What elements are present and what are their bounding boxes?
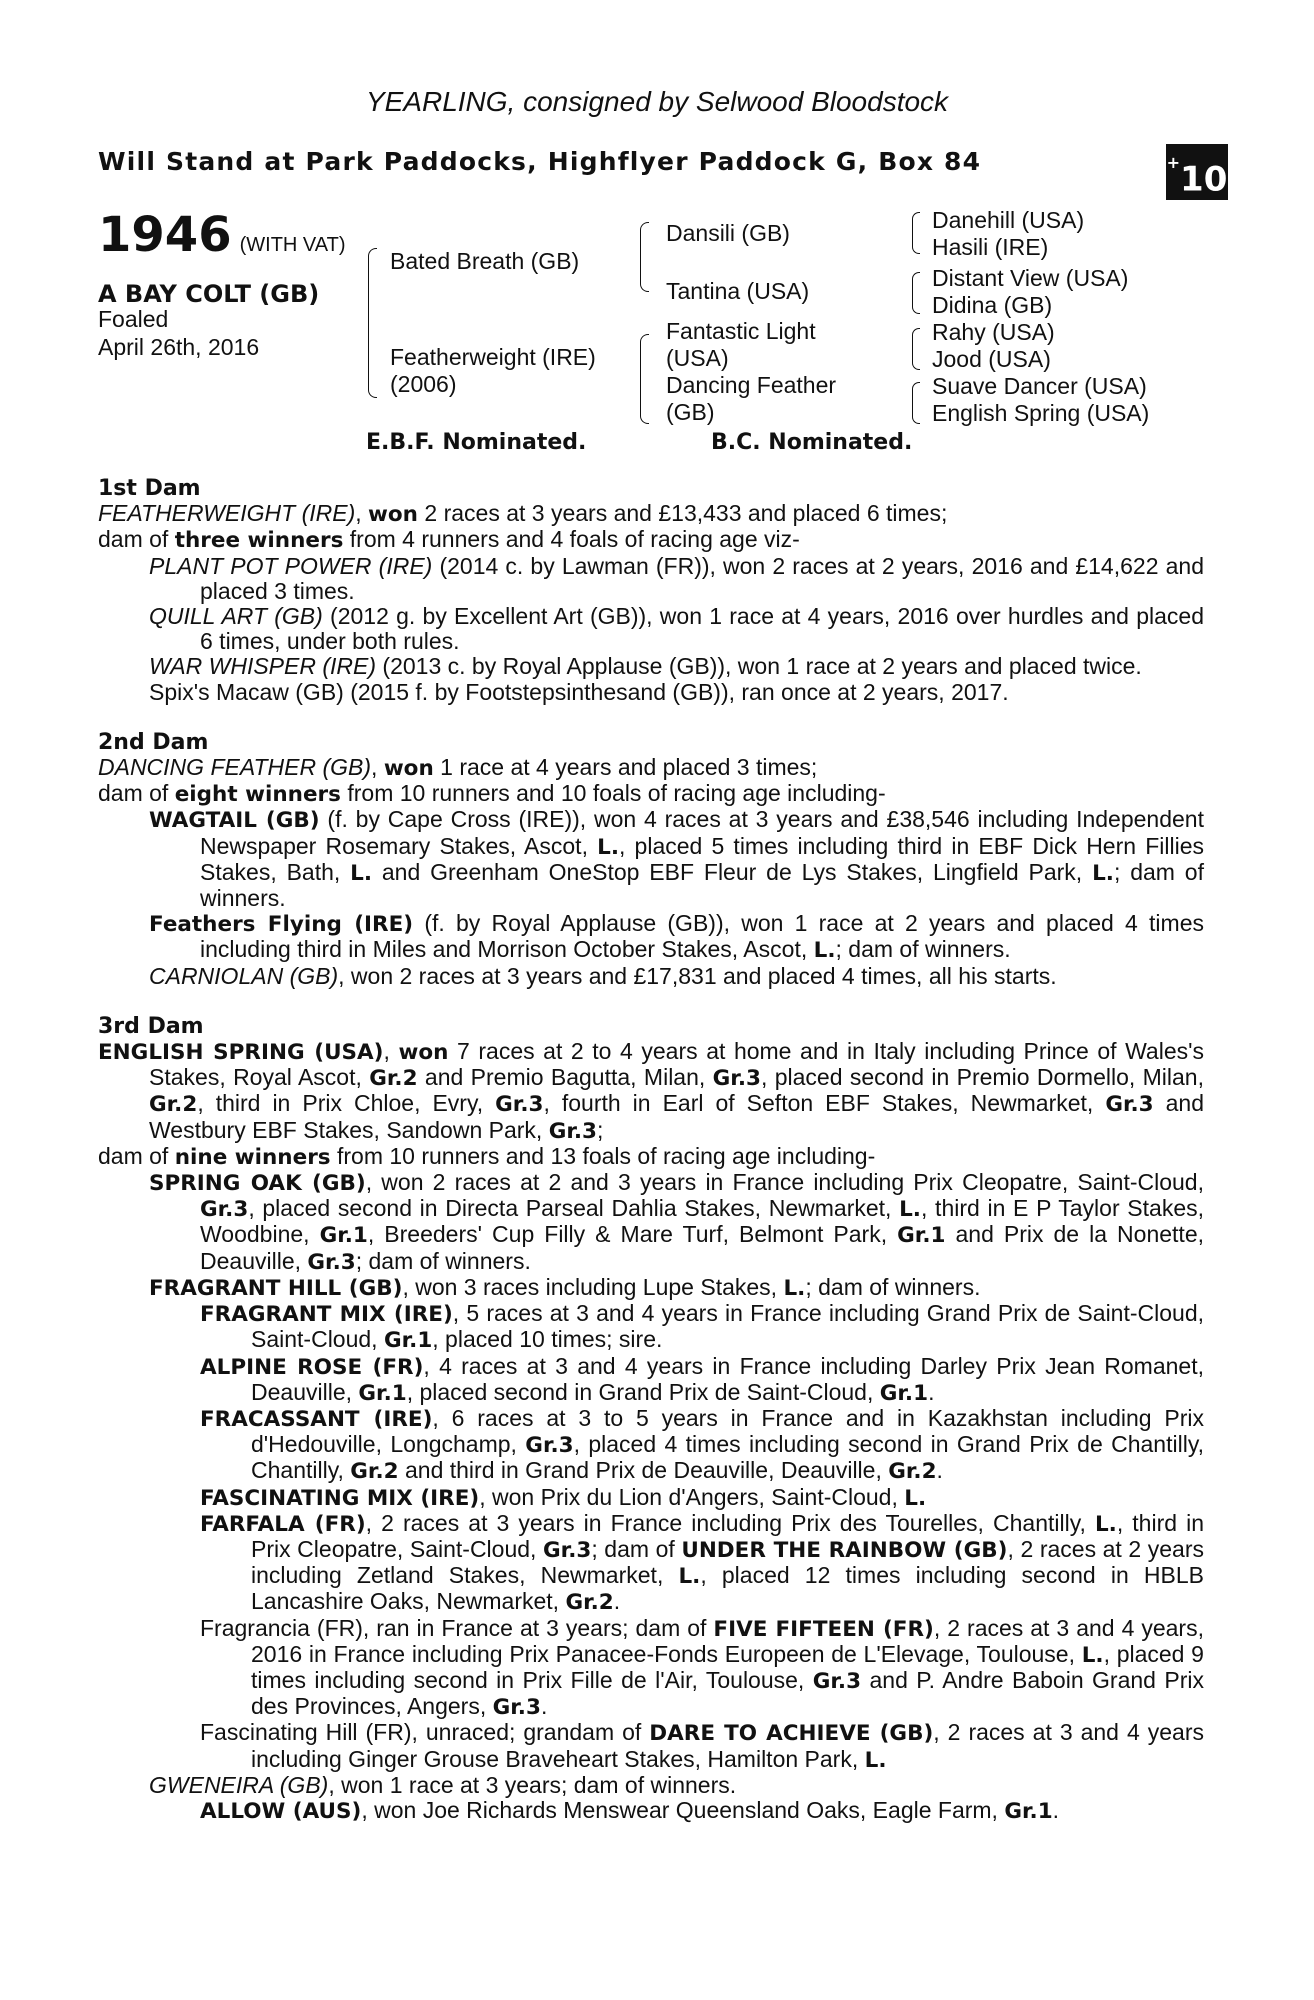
page-badge bbox=[1166, 144, 1228, 200]
grade: Gr.3 bbox=[495, 1092, 544, 1118]
grade: Gr.2 bbox=[888, 1459, 937, 1485]
text: and Prix de la Nonette, Deauville, bbox=[200, 1221, 1205, 1274]
grade: Gr.1 bbox=[1004, 1798, 1053, 1824]
third-dam-title: 3rd Dam bbox=[98, 1013, 204, 1039]
grade: Gr.1 bbox=[879, 1380, 929, 1406]
produce-name: FARFALA (FR) bbox=[200, 1511, 366, 1537]
produce-name: WAGTAIL (GB) bbox=[149, 808, 320, 834]
grade: L. bbox=[1092, 860, 1114, 886]
grade: Gr.2 bbox=[350, 1459, 399, 1485]
catalogue-body bbox=[98, 476, 1204, 1824]
text: , bbox=[355, 500, 369, 527]
pedigree-sire-dam: Tantina (USA) bbox=[666, 278, 810, 304]
text: 1 race at 4 years and placed 3 times; bbox=[433, 754, 818, 781]
winners-count: three winners bbox=[174, 528, 344, 554]
grand-produce-entry bbox=[98, 1798, 1204, 1824]
lot-number bbox=[98, 207, 346, 263]
grade: Gr.3 bbox=[543, 1537, 592, 1563]
produce-name: CARNIOLAN (GB) bbox=[149, 962, 339, 989]
text: , 6 races at 3 to 5 years in France and in Kazakhstan including Prix d'Hedouville, Longchamp, bbox=[251, 1404, 1204, 1458]
section-gap bbox=[98, 705, 1204, 730]
first-dam-name: FEATHERWEIGHT (IRE) bbox=[98, 500, 356, 527]
badge-number: 10 bbox=[1180, 159, 1228, 200]
text: , third in E P Taylor Stakes, Woodbine, bbox=[200, 1195, 1205, 1248]
stand-location: Will Stand at Park Paddocks, Highflyer Paddock G, Box 84 bbox=[98, 147, 982, 176]
ebf-nominated: E.B.F. Nominated. bbox=[366, 430, 587, 455]
text: , third in Prix Cleopatre, Saint-Cloud, bbox=[251, 1509, 1204, 1562]
pedigree-dam-dam bbox=[666, 372, 836, 426]
text: (2012 g. by Excellent Art (GB)), won 1 race at 4 years, 2016 over hurdles and placed 6 times, under both rules. bbox=[200, 603, 1204, 655]
pedigree-gen3-3: Distant View (USA) bbox=[932, 265, 1129, 291]
produce-name: UNDER THE RAINBOW (GB) bbox=[681, 1537, 1008, 1563]
pedigree-dam-year: (2006) bbox=[390, 371, 457, 397]
text: . bbox=[1052, 1796, 1060, 1823]
third-dam-record bbox=[98, 1039, 1204, 1144]
pedigree-gen3-1: Danehill (USA) bbox=[932, 207, 1085, 233]
text: , won 2 races at 2 and 3 years in France including Prix Cleopatre, Saint-Cloud, bbox=[365, 1169, 1204, 1196]
grade: Gr.3 bbox=[492, 1695, 541, 1721]
grade: Gr.3 bbox=[307, 1249, 356, 1275]
grand-produce-entry bbox=[98, 1511, 1204, 1616]
produce-name: FRACASSANT (IRE) bbox=[200, 1406, 433, 1432]
text: (2014 c. by Lawman (FR)), won 2 races at 2 years, 2016 and £14,622 and placed 3 times. bbox=[200, 552, 1204, 604]
foaled-info bbox=[98, 305, 259, 361]
text: (f. by Royal Applause (GB)), won 1 race at 2 years and placed 4 times including third in Miles and Morrison October Stakes, Ascot, bbox=[200, 910, 1204, 963]
second-dam-record bbox=[98, 755, 1204, 781]
grade: Gr.3 bbox=[525, 1433, 574, 1459]
text: from 10 runners and 10 foals of racing age including- bbox=[340, 780, 886, 807]
winners-count: nine winners bbox=[174, 1144, 331, 1170]
pedigree-sire: Bated Breath (GB) bbox=[390, 248, 580, 274]
pedigree-dam bbox=[390, 344, 596, 398]
text: , 5 races at 3 and 4 years in France including Grand Prix de Saint-Cloud, Saint-Cloud, bbox=[251, 1300, 1204, 1353]
first-dam-record bbox=[98, 501, 1204, 527]
text: , bbox=[383, 1038, 399, 1065]
pedigree-dam-dam-line1: Dancing Feather bbox=[666, 372, 837, 398]
produce-name: PLANT POT POWER (IRE) bbox=[149, 552, 433, 579]
brace-ss bbox=[912, 212, 920, 254]
text: from 4 runners and 4 foals of racing age viz- bbox=[343, 526, 800, 553]
produce-entry bbox=[98, 1170, 1204, 1275]
foaled-label: Foaled bbox=[98, 306, 169, 332]
badge-plus: + bbox=[1166, 153, 1181, 172]
pedigree-dam-sire bbox=[666, 318, 816, 372]
brace-sire bbox=[640, 222, 649, 292]
pedigree-gen3-4: Didina (GB) bbox=[932, 292, 1053, 318]
produce-name: FRAGRANT HILL (GB) bbox=[149, 1275, 403, 1301]
grade: Gr.1 bbox=[319, 1223, 368, 1249]
won-label: won bbox=[383, 756, 434, 782]
text: ; bbox=[597, 1116, 604, 1143]
second-dam-title: 2nd Dam bbox=[98, 729, 209, 755]
produce-entry bbox=[98, 964, 1204, 989]
grade: Gr.2 bbox=[369, 1066, 418, 1092]
first-dam-title: 1st Dam bbox=[98, 476, 201, 501]
grand-produce-entry bbox=[98, 1616, 1204, 1721]
produce-entry bbox=[98, 654, 1204, 679]
brace-gen1 bbox=[368, 248, 377, 398]
text: from 10 runners and 13 foals of racing age including- bbox=[330, 1142, 876, 1169]
text: , placed 12 times including second in HBLB Lancashire Oaks, Newmarket, bbox=[251, 1562, 1204, 1615]
produce-name: ALLOW (AUS) bbox=[200, 1798, 362, 1824]
grade: L. bbox=[813, 938, 836, 964]
text: , placed second in Premio Dormello, Milan, bbox=[760, 1064, 1204, 1091]
produce-entry bbox=[98, 911, 1204, 963]
text: dam of bbox=[98, 526, 175, 553]
text: . bbox=[936, 1457, 943, 1484]
produce-name: FASCINATING MIX (IRE) bbox=[200, 1485, 480, 1511]
text: , 2 races at 2 years including Zetland Stakes, Newmarket, bbox=[251, 1535, 1204, 1589]
text: , 2 races at 3 and 4 years, 2016 in France including Prix Panacee-Fonds Europeen de L'Elevage, Toulouse, bbox=[251, 1614, 1204, 1667]
produce-name: FIVE FIFTEEN (FR) bbox=[713, 1616, 934, 1642]
text: ; dam of winners. bbox=[835, 936, 1011, 963]
pedigree-gen3-5: Rahy (USA) bbox=[932, 319, 1055, 345]
grade: Gr.1 bbox=[358, 1380, 407, 1406]
text: dam of bbox=[98, 1142, 175, 1169]
grade: Gr.2 bbox=[565, 1590, 614, 1616]
text: and third in Grand Prix de Deauville, Deauville, bbox=[398, 1457, 889, 1484]
produce-name: FRAGRANT MIX (IRE) bbox=[200, 1302, 453, 1328]
text: . bbox=[540, 1693, 548, 1720]
pedigree-gen3-6: Jood (USA) bbox=[932, 346, 1051, 372]
produce-name: QUILL ART (GB) bbox=[149, 603, 323, 630]
text: and Greenham OneStop EBF Fleur de Lys Stakes, Lingfield Park, bbox=[372, 858, 1093, 885]
text: and Premio Bagutta, Milan, bbox=[417, 1064, 713, 1091]
text: , won 1 race at 3 years; dam of winners. bbox=[328, 1771, 737, 1798]
produce-entry bbox=[98, 554, 1204, 604]
grade: L. bbox=[904, 1485, 927, 1511]
bc-nominated: B.C. Nominated. bbox=[711, 430, 913, 455]
grade: Gr.1 bbox=[897, 1223, 946, 1249]
grand-produce-entry bbox=[98, 1354, 1204, 1406]
text: , Breeders' Cup Filly & Mare Turf, Belmont Park, bbox=[367, 1221, 898, 1248]
produce-name: GWENEIRA (GB) bbox=[149, 1771, 329, 1798]
produce-name: Feathers Flying (IRE) bbox=[149, 912, 414, 938]
text: , won Prix du Lion d'Angers, Saint-Cloud, bbox=[479, 1483, 905, 1510]
text: ; dam of winners. bbox=[355, 1247, 531, 1274]
grade: L. bbox=[864, 1747, 887, 1773]
text: , bbox=[371, 754, 384, 781]
third-dam-name: ENGLISH SPRING (USA) bbox=[98, 1040, 384, 1066]
pedigree-dam-dam-line2: (GB) bbox=[666, 399, 715, 425]
text: , placed 5 times including third in EBF Dick Hern Fillies Stakes, Bath, bbox=[200, 832, 1204, 885]
grand-produce-entry bbox=[98, 1406, 1204, 1485]
grand-produce-entry bbox=[98, 1301, 1204, 1353]
text: (f. by Cape Cross (IRE)), won 4 races at 3 years and £38,546 including Independent Newspaper Rosemary Stakes, Ascot, bbox=[200, 806, 1204, 859]
grade: L. bbox=[350, 860, 373, 886]
produce-name: DARE TO ACHIEVE (GB) bbox=[649, 1721, 934, 1747]
brace-dd bbox=[912, 382, 920, 424]
text: (2013 c. by Royal Applause (GB)), won 1 race at 2 years and placed twice. bbox=[376, 653, 1142, 680]
text: , won 2 races at 3 years and £17,831 and placed 4 times, all his starts. bbox=[338, 962, 1057, 989]
horse-name: A BAY COLT (GB) bbox=[98, 280, 320, 308]
text: ; dam of winners. bbox=[805, 1273, 981, 1300]
brace-dam bbox=[640, 334, 649, 424]
text: , fourth in Earl of Sefton EBF Stakes, Newmarket, bbox=[543, 1090, 1106, 1117]
pedigree-dam-sire-line1: Fantastic Light bbox=[666, 318, 816, 344]
third-dam-produce-summary bbox=[98, 1144, 1204, 1170]
grand-produce-entry bbox=[98, 1485, 1204, 1511]
grand-produce-entry bbox=[98, 1720, 1204, 1772]
grade: L. bbox=[783, 1275, 806, 1301]
text: , won 3 races including Lupe Stakes, bbox=[402, 1273, 784, 1300]
grade: Gr.2 bbox=[149, 1092, 198, 1118]
text: dam of bbox=[98, 780, 175, 807]
text: 7 races at 2 to 4 years at home and in Italy including Prince of Wales's Stakes, Royal Ascot, bbox=[149, 1038, 1205, 1091]
grade: L. bbox=[597, 834, 619, 860]
text: ; dam of winners. bbox=[200, 858, 1204, 912]
grade: Gr.3 bbox=[712, 1066, 761, 1092]
text: Fragrancia (FR), ran in France at 3 years; dam of bbox=[200, 1614, 714, 1641]
pedigree-dam-name: Featherweight (IRE) bbox=[390, 344, 596, 370]
grade: L. bbox=[1081, 1642, 1104, 1668]
text: , placed 10 times; sire. bbox=[432, 1326, 663, 1353]
text: , third in Prix Chloe, Evry, bbox=[197, 1090, 496, 1117]
produce-name: WAR WHISPER (IRE) bbox=[149, 653, 377, 680]
text: . bbox=[613, 1588, 621, 1615]
text: , placed 9 times including second in Prix Fille de l'Air, Toulouse, bbox=[251, 1640, 1204, 1693]
text: , 2 races at 3 years in France including Prix des Tourelles, Chantilly, bbox=[365, 1509, 1095, 1536]
produce-entry bbox=[98, 604, 1204, 654]
text: , placed second in Directa Parseal Dahlia Stakes, Newmarket, bbox=[248, 1195, 900, 1222]
grade: L. bbox=[1094, 1511, 1117, 1537]
text: 2 races at 3 years and £13,433 and placed 6 times; bbox=[418, 500, 948, 527]
produce-entry bbox=[98, 807, 1204, 911]
text: , placed second in Grand Prix de Saint-Cloud, bbox=[406, 1378, 880, 1405]
produce-entry: Spix's Macaw (GB) (2015 f. by Footstepsinthesand (GB)), ran once at 2 years, 2017. bbox=[149, 678, 1009, 705]
pedigree-dam-sire-line2: (USA) bbox=[666, 345, 729, 371]
text: and Westbury EBF Stakes, Sandown Park, bbox=[149, 1090, 1205, 1143]
won-label: won bbox=[368, 502, 418, 528]
grade: Gr.3 bbox=[200, 1197, 249, 1223]
text: , won Joe Richards Menswear Queensland Oaks, Eagle Farm, bbox=[361, 1796, 1005, 1823]
text: , placed 4 times including second in Grand Prix de Chantilly, Chantilly, bbox=[251, 1431, 1205, 1484]
produce-entry bbox=[98, 1275, 1204, 1301]
second-dam-name: DANCING FEATHER (GB) bbox=[98, 754, 372, 781]
section-gap bbox=[98, 989, 1204, 1014]
brace-ds bbox=[912, 328, 920, 370]
won-label: won bbox=[398, 1040, 449, 1066]
grade: Gr.3 bbox=[1105, 1092, 1154, 1118]
consignor-line: YEARLING, consigned by Selwood Bloodstock bbox=[365, 86, 949, 117]
pedigree-gen3-2: Hasili (IRE) bbox=[932, 234, 1049, 260]
produce-name: ALPINE ROSE (FR) bbox=[200, 1354, 424, 1380]
grade: Gr.3 bbox=[548, 1118, 598, 1144]
text: , 4 races at 3 and 4 years in France including Darley Prix Jean Romanet, Deauville, bbox=[251, 1352, 1204, 1405]
text: Fascinating Hill (FR), unraced; grandam of bbox=[200, 1719, 650, 1746]
text: ; dam of bbox=[591, 1535, 682, 1562]
grade: L. bbox=[899, 1197, 921, 1223]
text: , 2 races at 3 and 4 years including Ginger Grouse Braveheart Stakes, Hamilton Park, bbox=[251, 1719, 1204, 1772]
pedigree-gen3-8: English Spring (USA) bbox=[932, 400, 1150, 426]
produce-entry bbox=[98, 1773, 1204, 1798]
first-dam-produce-summary bbox=[98, 527, 1204, 553]
lot-number-value: 1946 bbox=[98, 207, 232, 263]
foaled-date: April 26th, 2016 bbox=[98, 334, 260, 360]
pedigree-gen3-7: Suave Dancer (USA) bbox=[932, 373, 1147, 399]
brace-sd bbox=[912, 272, 920, 314]
grade: L. bbox=[678, 1564, 701, 1590]
grade: Gr.3 bbox=[812, 1668, 862, 1694]
text: and P. Andre Baboin Grand Prix des Provinces, Angers, bbox=[251, 1666, 1204, 1720]
lot-vat: (WITH VAT) bbox=[239, 234, 346, 256]
produce-name: SPRING OAK (GB) bbox=[149, 1171, 366, 1197]
grade: Gr.1 bbox=[383, 1328, 433, 1354]
pedigree-sire-sire: Dansili (GB) bbox=[666, 220, 790, 246]
second-dam-produce-summary bbox=[98, 781, 1204, 807]
text: . bbox=[928, 1378, 935, 1405]
winners-count: eight winners bbox=[174, 782, 341, 808]
